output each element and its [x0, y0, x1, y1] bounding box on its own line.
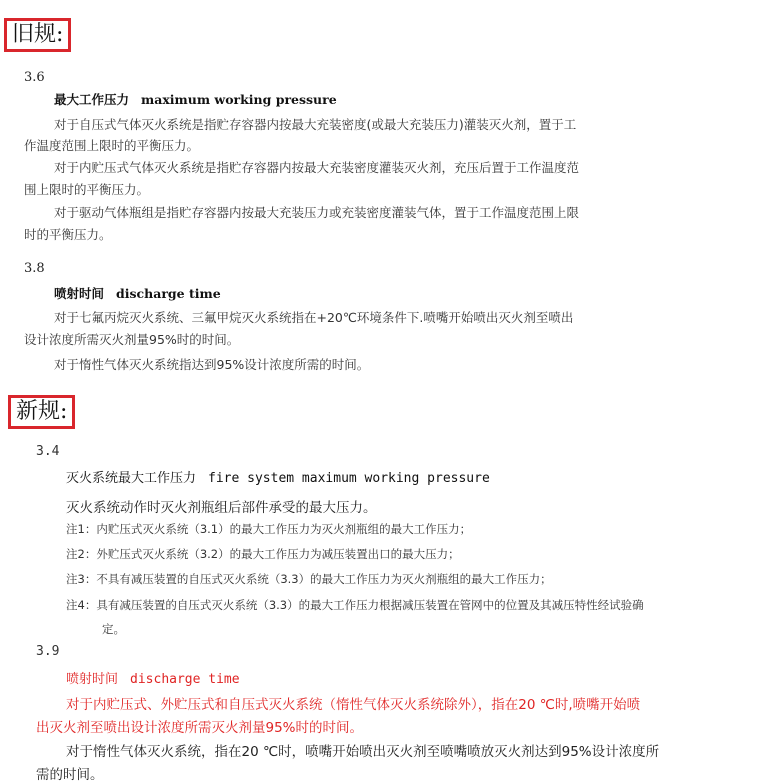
clause-number: 3.9: [36, 644, 60, 659]
note-2: 注2：外贮压式灭火系统（3.2）的最大工作压力为减压装置出口的最大压力；: [66, 547, 460, 561]
term-zh: 灭火系统最大工作压力: [66, 471, 197, 486]
highlighted-line: 出灭火剂至喷出设计浓度所需灭火剂量95%时的时间。: [36, 720, 364, 736]
paragraph-line: 需的时间。: [36, 767, 104, 783]
term-heading: [66, 668, 240, 687]
paragraph-line: 对于自压式气体灭火系统是指贮存容器内按最大充装密度(或最大充装压力)灌装灭火剂，置于工: [54, 117, 577, 132]
clause-number: 3.8: [24, 261, 45, 276]
term-heading: [54, 90, 337, 108]
term-en: fire system maximum working pressure: [208, 471, 490, 486]
paragraph-line: 设计浓度所需灭火剂量95%时的时间。: [24, 332, 240, 347]
paragraph-line: 对于七氟丙烷灭火系统、三氟甲烷灭火系统指在+20℃环境条件下.喷嘴开始喷出灭火剂至喷出: [54, 310, 574, 325]
paragraph-line: 时的平衡压力。: [24, 227, 112, 242]
note-4: 注4：具有减压装置的自压式灭火系统（3.3）的最大工作压力根据减压装置在管网中的位置及其减压特性经试验确: [66, 598, 644, 612]
paragraph-line: 作温度范围上限时的平衡压力。: [24, 138, 200, 153]
clause-number: 3.4: [36, 444, 60, 459]
paragraph-line: 对于内贮压式气体灭火系统是指贮存容器内按最大充装密度灌装灭火剂，充压后置于工作温度范: [54, 160, 580, 175]
new-rule-tag: 新规:: [8, 395, 75, 429]
term-heading: [54, 284, 221, 302]
clause-number: 3.6: [24, 70, 45, 85]
term-zh: 喷射时间: [66, 672, 119, 687]
term-en: discharge time: [130, 672, 240, 687]
note-1: 注1：内贮压式灭火系统（3.1）的最大工作压力为灭火剂瓶组的最大工作压力；: [66, 522, 472, 536]
term-en: maximum working pressure: [141, 92, 337, 107]
paragraph-line: 对于惰性气体灭火系统，指在20 ℃时，喷嘴开始喷出灭火剂至喷嘴喷放灭火剂达到95%设计浓度所: [66, 744, 660, 760]
note-4-continued: 定。: [102, 622, 125, 636]
old-rule-tag: 旧规:: [4, 18, 71, 52]
highlighted-line: 对于内贮压式、外贮压式和自压式灭火系统（惰性气体灭火系统除外），指在20 ℃时,喷嘴开始喷: [66, 697, 641, 713]
term-zh: 最大工作压力: [54, 92, 130, 107]
paragraph-line: 对于驱动气体瓶组是指贮存容器内按最大充装压力或充装密度灌装气体，置于工作温度范围上限: [54, 205, 580, 220]
term-heading: [66, 467, 490, 486]
note-3: 注3：不具有减压装置的自压式灭火系统（3.3）的最大工作压力为灭火剂瓶组的最大工作压力；: [66, 572, 552, 586]
term-zh: 喷射时间: [54, 286, 105, 301]
paragraph-line: 对于惰性气体灭火系统指达到95%设计浓度所需的时间。: [54, 357, 370, 372]
definition: 灭火系统动作时灭火剂瓶组后部件承受的最大压力。: [66, 500, 377, 516]
paragraph-line: 围上限时的平衡压力。: [24, 182, 150, 197]
term-en: discharge time: [116, 286, 221, 301]
